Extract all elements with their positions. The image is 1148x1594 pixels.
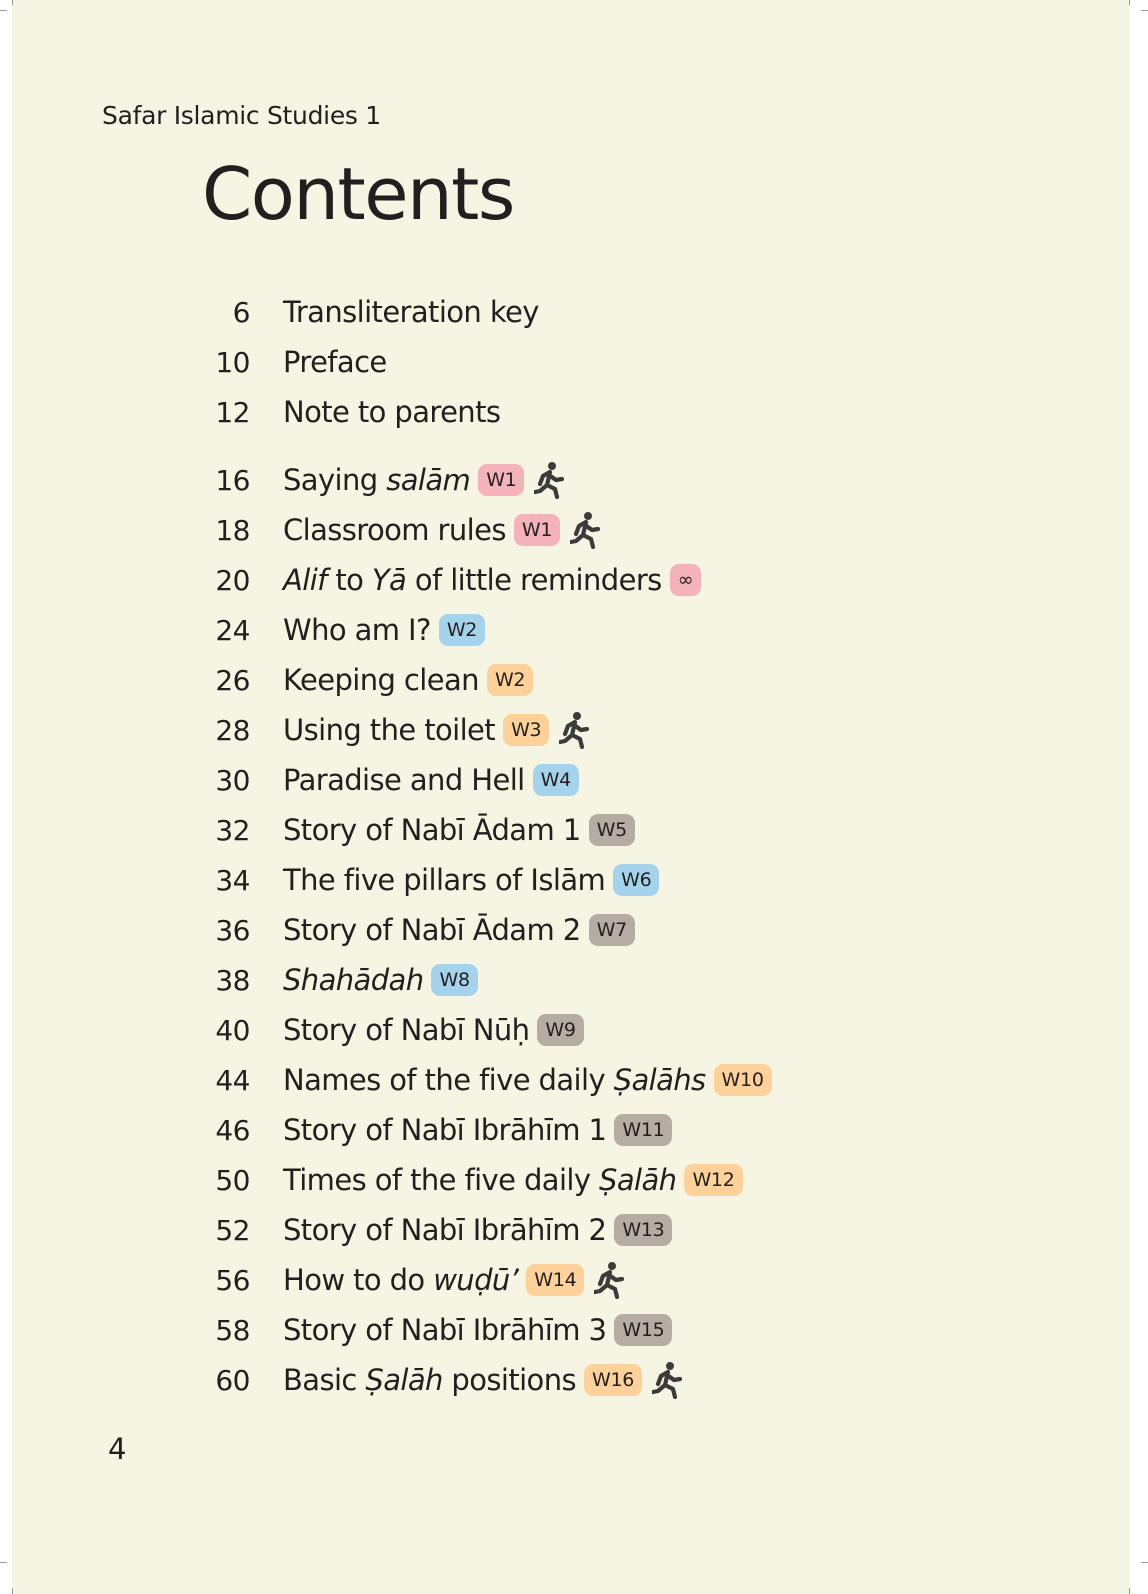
toc-entry-text: How to do [283, 1263, 434, 1297]
crop-mark [1129, 0, 1130, 5]
toc-entry [182, 340, 982, 384]
toc-entry-text: Preface [283, 345, 387, 379]
crop-mark [1129, 1588, 1130, 1594]
toc-entry [182, 290, 982, 334]
toc-entry [182, 708, 982, 752]
toc-entry-title [283, 763, 579, 797]
page-title: Contents [202, 152, 514, 236]
running-person-icon [559, 711, 589, 749]
worksheet-badge: ∞ [670, 564, 702, 596]
toc-entry-text: Paradise and Hell [283, 763, 525, 797]
worksheet-badge: W7 [589, 914, 635, 946]
running-person-icon [652, 1361, 682, 1399]
toc-entry-text: Names of the five daily [283, 1063, 614, 1097]
worksheet-badge: W2 [439, 614, 485, 646]
running-person-icon [534, 461, 564, 499]
toc-entry-text: Story of Nabī Ādam 1 [283, 813, 581, 847]
toc-entry-title [283, 613, 485, 647]
toc-entry-text: to [326, 563, 372, 597]
toc-entry-title [283, 863, 659, 897]
toc-entry-text: Story of Nabī Ibrāhīm 3 [283, 1313, 607, 1347]
crop-mark [12, 1588, 13, 1594]
toc-entry [182, 558, 982, 602]
toc-page-number: 28 [215, 713, 250, 747]
running-person-icon [570, 511, 600, 549]
toc-entry [182, 808, 982, 852]
toc-entry-text: Who am I? [283, 613, 431, 647]
toc-entry [182, 1058, 982, 1102]
running-person-icon [594, 1261, 624, 1299]
toc-page-number: 10 [215, 345, 250, 379]
toc-page-number: 24 [215, 613, 250, 647]
toc-entry-text: wuḍū’ [433, 1263, 519, 1297]
toc-entry-text: Story of Nabī Ādam 2 [283, 913, 581, 947]
toc-entry-text: Alif [283, 563, 327, 597]
toc-entry-text: Times of the five daily [283, 1163, 600, 1197]
worksheet-badge: W16 [584, 1364, 642, 1396]
worksheet-badge: W14 [526, 1264, 584, 1296]
worksheet-badge: W11 [614, 1114, 672, 1146]
toc-page-number: 12 [215, 395, 250, 429]
toc-page-number: 44 [215, 1063, 250, 1097]
toc-entry-title [283, 1163, 743, 1197]
toc-entry-text: Story of Nabī Ibrāhīm 1 [283, 1113, 607, 1147]
toc-entry-text: Saying [283, 463, 387, 497]
worksheet-badge: W15 [614, 1314, 672, 1346]
toc-page-number: 50 [215, 1163, 250, 1197]
toc-entry-text: Transliteration key [283, 295, 539, 329]
toc-entry-text: Ṣalāh [365, 1363, 443, 1397]
toc-entry-text: of little reminders [406, 563, 662, 597]
toc-entry-title [283, 511, 600, 549]
toc-page-number: 16 [215, 463, 250, 497]
toc-entry [182, 1358, 982, 1402]
worksheet-badge: W1 [514, 514, 560, 546]
crop-mark [1141, 10, 1148, 11]
toc-entry-title [283, 663, 533, 697]
toc-entry-text: salām [386, 463, 471, 497]
toc-entry [182, 658, 982, 702]
toc-entry-title [283, 913, 635, 947]
worksheet-badge: W3 [503, 714, 549, 746]
worksheet-badge: W6 [613, 864, 659, 896]
document-page [12, 0, 1130, 1594]
toc-page-number: 26 [215, 663, 250, 697]
toc-entry-title [283, 1313, 672, 1347]
worksheet-badge: W13 [614, 1214, 672, 1246]
toc-entry-text: Basic [283, 1363, 366, 1397]
toc-page-number: 6 [232, 295, 250, 329]
toc-page-number: 52 [215, 1213, 250, 1247]
toc-entry-title [283, 1261, 624, 1299]
toc-page-number: 30 [215, 763, 250, 797]
running-head: Safar Islamic Studies 1 [102, 101, 381, 130]
toc-entry-title [283, 563, 701, 597]
toc-entry-title [283, 813, 635, 847]
worksheet-badge: W4 [533, 764, 579, 796]
toc-page-number: 46 [215, 1113, 250, 1147]
toc-entry [182, 1258, 982, 1302]
toc-entry [182, 958, 982, 1002]
toc-entry-title [283, 1113, 672, 1147]
toc-entry-title [283, 1013, 584, 1047]
worksheet-badge: W8 [431, 964, 477, 996]
toc-entry [182, 1158, 982, 1202]
toc-entry-title [283, 395, 500, 429]
crop-mark [0, 1562, 7, 1563]
toc-entry-title [283, 1361, 682, 1399]
toc-entry [182, 858, 982, 902]
toc-entry-text: Story of Nabī Nūḥ [283, 1013, 530, 1047]
page-number: 4 [108, 1432, 127, 1466]
toc-entry [182, 458, 982, 502]
crop-mark [12, 0, 13, 5]
toc-entry-text: Classroom rules [283, 513, 506, 547]
crop-mark [0, 10, 7, 11]
toc-entry-text: Using the toilet [283, 713, 496, 747]
toc-entry-text: positions [442, 1363, 576, 1397]
toc-entry-title [283, 711, 589, 749]
toc-page-number: 40 [215, 1013, 250, 1047]
toc-entry [182, 390, 982, 434]
worksheet-badge: W1 [478, 464, 524, 496]
toc-entry [182, 908, 982, 952]
toc-entry-title [283, 963, 478, 997]
toc-entry-title [283, 1063, 772, 1097]
toc-entry [182, 508, 982, 552]
worksheet-badge: W10 [714, 1064, 772, 1096]
toc-entry-text: The five pillars of Islām [283, 863, 606, 897]
toc-entry-title [283, 1213, 672, 1247]
worksheet-badge: W2 [487, 664, 533, 696]
toc-entry-text: Ṣalāhs [613, 1063, 706, 1097]
toc-page-number: 56 [215, 1263, 250, 1297]
toc-page-number: 58 [215, 1313, 250, 1347]
toc-entry-text: Keeping clean [283, 663, 479, 697]
toc-entry-text: Yā [371, 563, 407, 597]
toc-entry-title [283, 345, 387, 379]
worksheet-badge: W12 [684, 1164, 742, 1196]
toc-entry-text: Story of Nabī Ibrāhīm 2 [283, 1213, 607, 1247]
toc-page-number: 36 [215, 913, 250, 947]
toc-page-number: 20 [215, 563, 250, 597]
toc-entry [182, 1208, 982, 1252]
toc-entry [182, 1008, 982, 1052]
toc-entry [182, 608, 982, 652]
crop-mark [1141, 1562, 1148, 1563]
toc-entry-text: Shahādah [283, 963, 424, 997]
worksheet-badge: W5 [589, 814, 635, 846]
toc-page-number: 18 [215, 513, 250, 547]
toc-page-number: 38 [215, 963, 250, 997]
toc-entry-title [283, 461, 564, 499]
toc-entry [182, 1108, 982, 1152]
toc-entry-text: Note to parents [283, 395, 501, 429]
toc-entry-text: Ṣalāh [599, 1163, 677, 1197]
worksheet-badge: W9 [537, 1014, 583, 1046]
toc-page-number: 34 [215, 863, 250, 897]
toc-entry-title [283, 295, 539, 329]
toc-page-number: 60 [215, 1363, 250, 1397]
toc-page-number: 32 [215, 813, 250, 847]
toc-entry [182, 758, 982, 802]
toc-entry [182, 1308, 982, 1352]
